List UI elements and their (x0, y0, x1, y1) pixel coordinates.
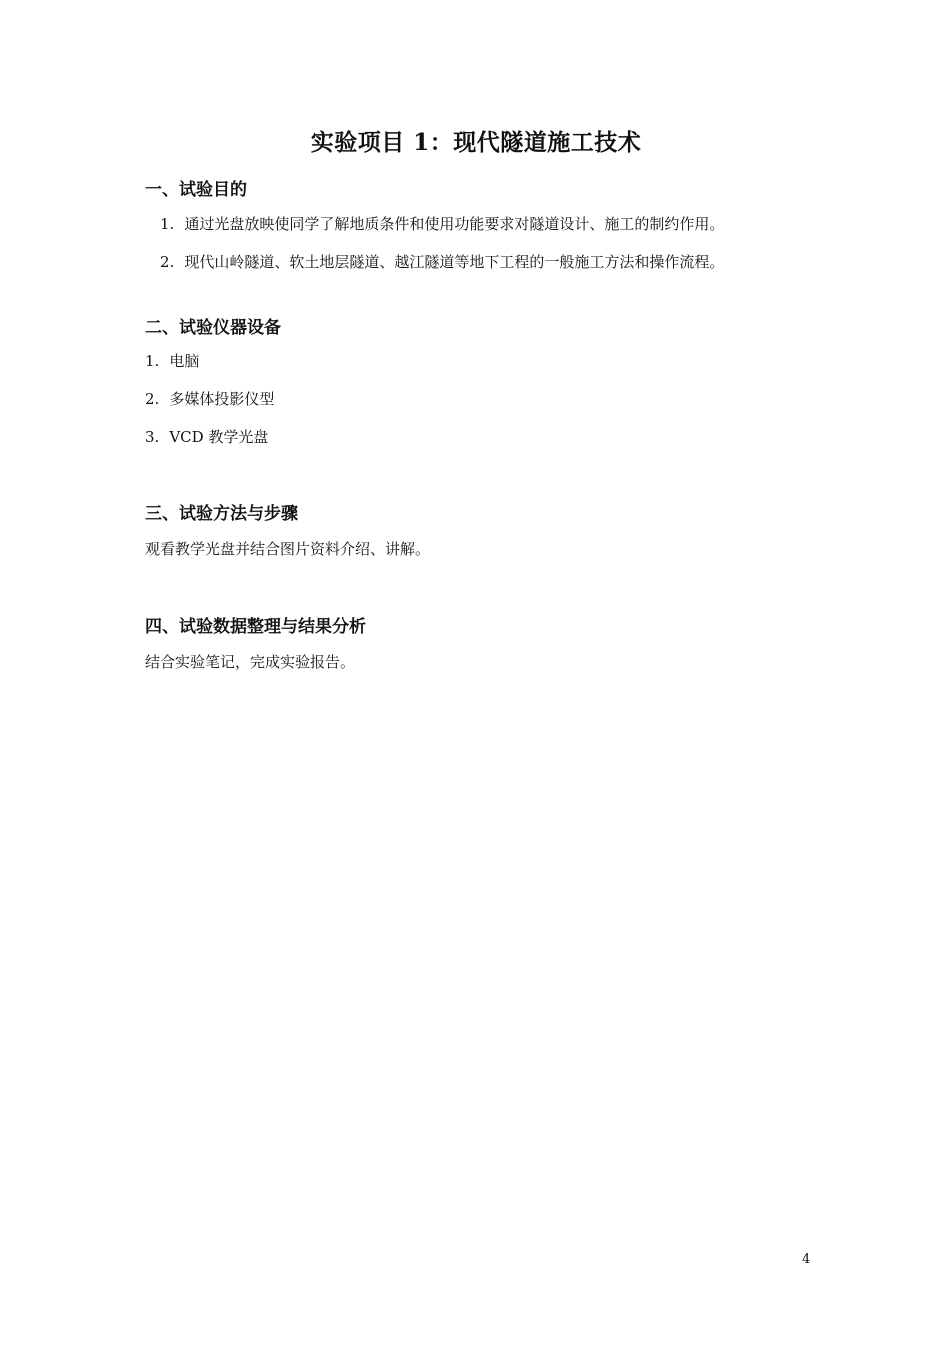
list-item-number: 1. (145, 352, 160, 370)
list-item (145, 426, 268, 447)
list-item (160, 251, 724, 272)
section-heading-method: 三、试验方法与步骤 (145, 504, 298, 524)
list-item-text: 多媒体投影仪型 (169, 390, 275, 408)
list-item-text: 现代山岭隧道、软土地层隧道、越江隧道等地下工程的一般施工方法和操作流程。 (184, 253, 725, 271)
section-heading-analysis: 四、试验数据整理与结果分析 (145, 617, 366, 637)
list-item-text: VCD 教学光盘 (169, 428, 269, 446)
list-item-number: 2. (145, 390, 160, 408)
list-item-number: 1. (160, 215, 175, 233)
list-item-number: 2. (160, 253, 175, 271)
list-item (160, 213, 724, 234)
list-item-text: 通过光盘放映使同学了解地质条件和使用功能要求对隧道设计、施工的制约作用。 (184, 215, 725, 233)
section-paragraph: 结合实验笔记，完成实验报告。 (145, 653, 356, 671)
page-title: 实验项目 1：现代隧道施工技术 (310, 129, 642, 156)
section-heading-purpose: 一、试验目的 (145, 180, 247, 200)
section-paragraph: 观看教学光盘并结合图片资料介绍、讲解。 (145, 540, 431, 558)
page-number: 4 (802, 1252, 811, 1267)
section-heading-equipment: 二、试验仪器设备 (145, 318, 281, 338)
list-item-number: 3. (145, 428, 160, 446)
list-item (145, 350, 199, 371)
list-item-text: 电脑 (169, 352, 200, 370)
list-item (145, 388, 274, 409)
